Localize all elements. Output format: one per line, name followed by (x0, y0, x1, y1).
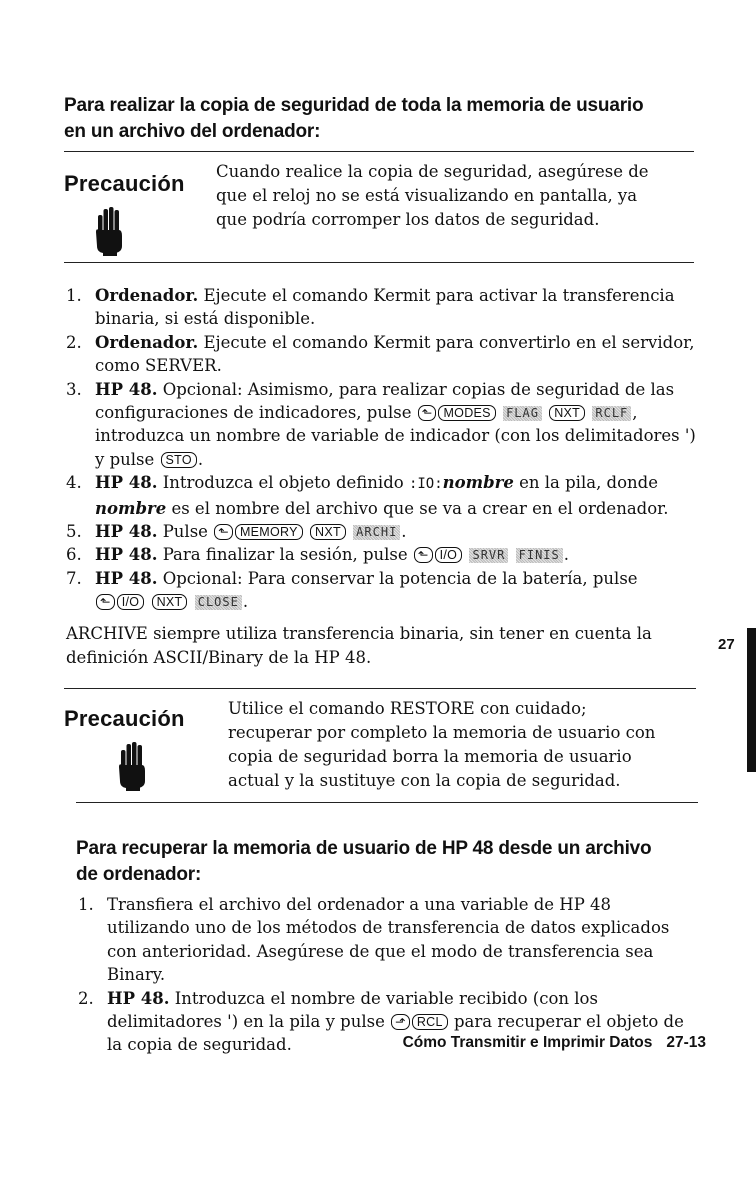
step-number: 4. (66, 473, 82, 493)
step-label: HP 48. (107, 988, 170, 1008)
section-heading-backup (64, 93, 704, 145)
caution-line: copia de seguridad borra la memoria de usuario (228, 747, 632, 766)
hand-stop-icon (95, 206, 123, 256)
modes-key: MODES (438, 405, 495, 421)
step-text: es el nombre del archivo que se va a crear en el ordenador. (166, 498, 669, 518)
close-menu-key: CLOSE (195, 595, 242, 610)
step-text: Opcional: Asimismo, para realizar copias de seguridad de las configuraciones de indicadores, pulse (95, 379, 675, 423)
step-number: 7. (66, 568, 82, 588)
nxt-key: NXT (152, 594, 188, 610)
chapter-side-bar (747, 628, 756, 772)
step-text: Ejecute el comando Kermit para activar la transferencia binaria, si está disponible. (95, 286, 675, 329)
step-number: 1. (78, 895, 94, 914)
finis-menu-key: FINIS (516, 548, 563, 563)
memory-key: MEMORY (235, 524, 303, 540)
step-text: Pulse (157, 522, 214, 542)
chapter-number: 27 (718, 636, 735, 653)
caution-line: Cuando realice la copia de seguridad, asegúrese de (216, 162, 649, 181)
step-number: 2. (78, 988, 94, 1008)
step-number: 3. (66, 379, 82, 399)
quote-delimiter: ' (227, 1012, 232, 1032)
archi-menu-key: ARCHI (353, 525, 400, 540)
step-text: para recuperar el objeto de la copia de seguridad. (107, 1012, 684, 1055)
caution-line: que podría corromper los datos de seguridad. (216, 210, 600, 229)
step-label: HP 48. (95, 473, 158, 493)
step-text: en la pila, donde (513, 473, 659, 493)
step-number: 1. (66, 286, 82, 305)
step-text: Transfiera el archivo del ordenador a una variable de HP 48 utilizando uno de los métodos de transferencia de datos explicados con anterioridad. Asegúrese de que el modo de transferencia sea Binary. (107, 895, 670, 985)
step-label: HP 48. (95, 545, 158, 565)
caution-line: recuperar por completo la memoria de usuario con (228, 723, 656, 742)
sto-key: STO (161, 452, 197, 468)
left-shift-key: ⬑ (414, 547, 433, 563)
nxt-key: NXT (310, 524, 346, 540)
heading-line: Para realizar la copia de seguridad de toda la memoria de usuario (64, 95, 644, 116)
caution-text (228, 697, 655, 793)
step-text: ) y pulse (95, 426, 696, 469)
heading-line: Para recuperar la memoria de usuario de HP 48 desde un archivo (76, 838, 652, 859)
list-item (66, 520, 696, 543)
list-item (66, 378, 696, 472)
divider (64, 151, 694, 152)
heading-line: de ordenador: (76, 864, 202, 885)
step-text: Opcional: Para conservar la potencia de la batería, pulse (157, 568, 638, 588)
page-footer (403, 1034, 706, 1052)
flag-menu-key: FLAG (503, 406, 542, 421)
step-label: HP 48. (95, 522, 158, 542)
divider (76, 802, 698, 803)
step-text: Introduzca el objeto definido (157, 473, 409, 493)
quote-delimiter: ' (684, 426, 690, 446)
footer-title: Cómo Transmitir e Imprimir Datos (402, 1034, 653, 1051)
list-item (78, 893, 698, 987)
caution-text (216, 160, 649, 232)
variable-name: nombre (95, 498, 167, 518)
step-label: Ordenador. (95, 286, 199, 305)
list-item (66, 567, 696, 614)
step-label: Ordenador. (95, 332, 199, 352)
caution-title: Precaución (64, 171, 185, 196)
step-text: ) en la pila y pulse (231, 1012, 391, 1032)
nxt-key: NXT (549, 405, 585, 421)
divider (64, 262, 694, 263)
hand-stop-icon (118, 741, 146, 791)
step-text: . (242, 592, 249, 612)
rclf-menu-key: RCLF (592, 406, 631, 421)
right-shift-key: ⬏ (391, 1014, 410, 1030)
backup-steps-list (66, 284, 696, 614)
step-label: HP 48. (95, 568, 158, 588)
heading-line: en un archivo del ordenador: (64, 121, 321, 142)
step-text: . (197, 449, 204, 469)
restore-steps-list (78, 893, 698, 1057)
io-key: I/O (435, 547, 463, 563)
step-text: Introduzca el nombre de variable recibido (con los delimitadores (107, 988, 598, 1032)
divider (64, 688, 696, 689)
paragraph-line: definición ASCII/Binary de la HP 48. (66, 648, 372, 667)
rcl-key: RCL (412, 1014, 448, 1030)
variable-name: nombre (442, 473, 514, 493)
io-tag: :IO: (408, 476, 443, 493)
list-item (66, 331, 696, 378)
step-text: . (563, 545, 569, 565)
io-key: I/O (117, 594, 145, 610)
step-text: Ejecute el comando Kermit para convertirlo en el servidor, como SERVER. (95, 332, 695, 376)
step-label: HP 48. (95, 379, 158, 399)
step-number: 6. (66, 545, 82, 565)
step-number: 5. (66, 522, 82, 542)
section-heading-restore (76, 836, 716, 888)
step-text: Para finalizar la sesión, pulse (157, 545, 413, 565)
left-shift-key: ⬑ (418, 405, 437, 421)
list-item (66, 543, 696, 566)
left-shift-key: ⬑ (214, 524, 233, 540)
step-text: , introduzca un nombre de variable de indicador (con los delimitadores (95, 403, 685, 446)
step-number: 2. (66, 332, 82, 352)
list-item (66, 284, 696, 331)
archive-note (66, 622, 706, 670)
left-shift-key: ⬑ (96, 594, 115, 610)
list-item (66, 471, 696, 520)
srvr-menu-key: SRVR (469, 548, 508, 563)
caution-line: que el reloj no se está visualizando en pantalla, ya (216, 186, 638, 205)
caution-line: actual y la sustituye con la copia de seguridad. (228, 771, 621, 790)
caution-title: Precaución (64, 706, 185, 731)
page-number: 27-13 (666, 1034, 706, 1051)
caution-line: Utilice el comando RESTORE con cuidado; (228, 699, 587, 718)
step-text: . (401, 522, 407, 542)
paragraph-line: ARCHIVE siempre utiliza transferencia binaria, sin tener en cuenta la (66, 624, 652, 643)
